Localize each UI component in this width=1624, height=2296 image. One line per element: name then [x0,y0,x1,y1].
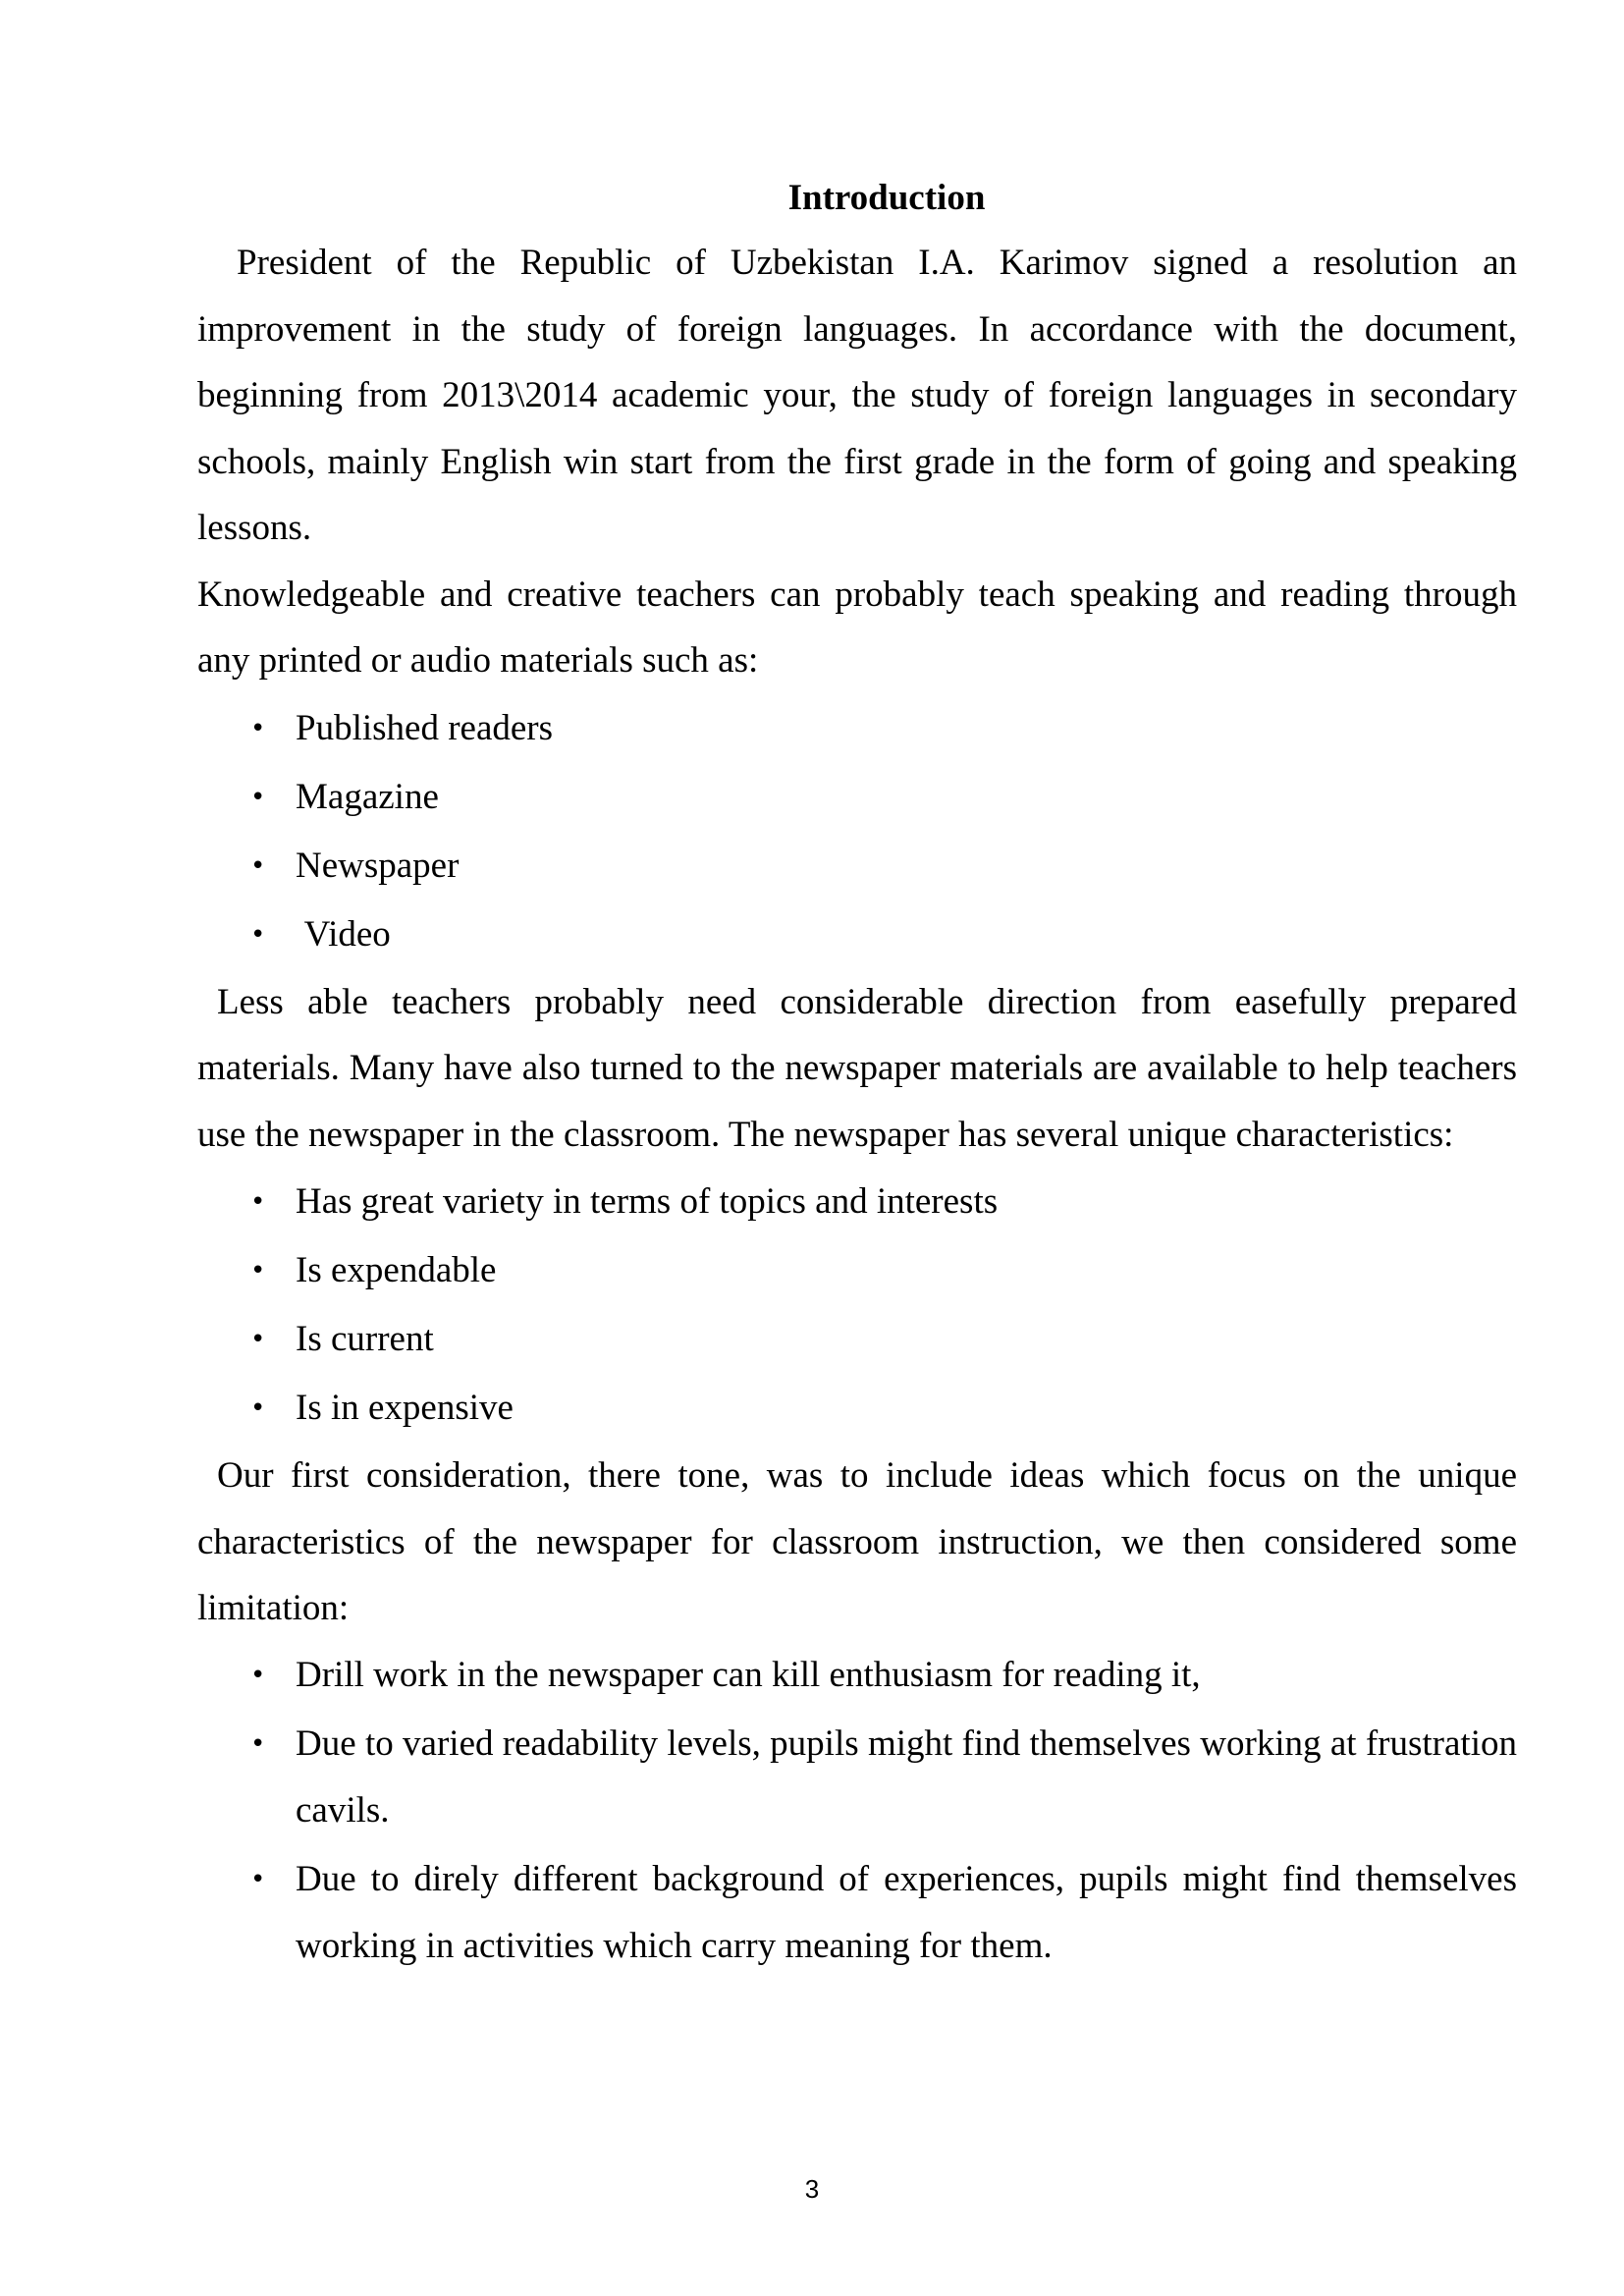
page-number: 3 [804,2174,820,2204]
list-item [197,1642,1517,1709]
list-item [197,1374,1517,1443]
list-item [197,1846,1517,1980]
paragraph-consideration: Our first consideration, there tone, was to include ideas which focus on the unique characteristics of the newspaper for classroom instruction, we then considered some limitation: [197,1455,1517,1628]
bullet-icon: • [250,782,266,812]
list-item [197,694,1517,763]
bullet-icon: • [250,1864,266,1894]
materials-list [197,694,1517,969]
bullet-icon: • [250,919,266,950]
list-item-text: Due to direly different background of experiences, pupils might find themselves working in activities which carry meaning for them. [296,1858,1517,1966]
bullet-icon: • [250,1660,266,1690]
paragraph-newspaper: Less able teachers probably need considerable direction from easefully prepared materials. Many have also turned to the newspaper materials are available to help teachers use the newspaper in the classroom. The newspaper has several unique characteristics: [197,981,1517,1155]
limitations-list [197,1642,1517,1980]
list-item-text: Drill work in the newspaper can kill enthusiasm for reading it, [296,1654,1201,1695]
list-item [197,901,1517,969]
list-item [197,832,1517,901]
page-title: Introduction [787,178,986,218]
list-item-text: Has great variety in terms of topics and interests [296,1181,999,1222]
list-item-text: Magazine [296,776,439,817]
paragraph-materials: Knowledgeable and creative teachers can probably teach speaking and reading through any printed or audio materials such as: [197,574,1517,681]
paragraph-intro: President of the Republic of Uzbekistan I.A. Karimov signed a resolution an improvement in the study of foreign languages. In accordance with the document, beginning from 2013\2014 academic your, the study of foreign languages in secondary schools, mainly English win start from the first grade in the form of going and speaking lessons. [197,243,1517,548]
bullet-icon: • [250,1728,266,1759]
list-item-text: Video [296,913,391,955]
bullet-icon: • [250,1256,266,1285]
list-item [197,1711,1517,1844]
bullet-icon: • [250,1394,266,1423]
list-item-text: Is in expensive [296,1388,514,1428]
page-body [197,167,1517,1982]
list-item-text: Is current [296,1319,434,1359]
bullet-icon: • [250,1187,266,1217]
characteristics-list [197,1168,1517,1443]
list-item-text: Newspaper [296,845,460,886]
list-item-text: Is expendable [296,1250,497,1290]
list-item-text: Published readers [296,707,554,748]
bullet-icon: • [250,1325,266,1354]
list-item [197,1305,1517,1374]
bullet-icon: • [250,850,266,881]
list-item [197,1236,1517,1305]
list-item [197,1168,1517,1236]
list-item [197,763,1517,832]
list-item-text: Due to varied readability levels, pupils might find themselves working at frustration cavils. [296,1722,1517,1831]
bullet-icon: • [250,713,266,743]
